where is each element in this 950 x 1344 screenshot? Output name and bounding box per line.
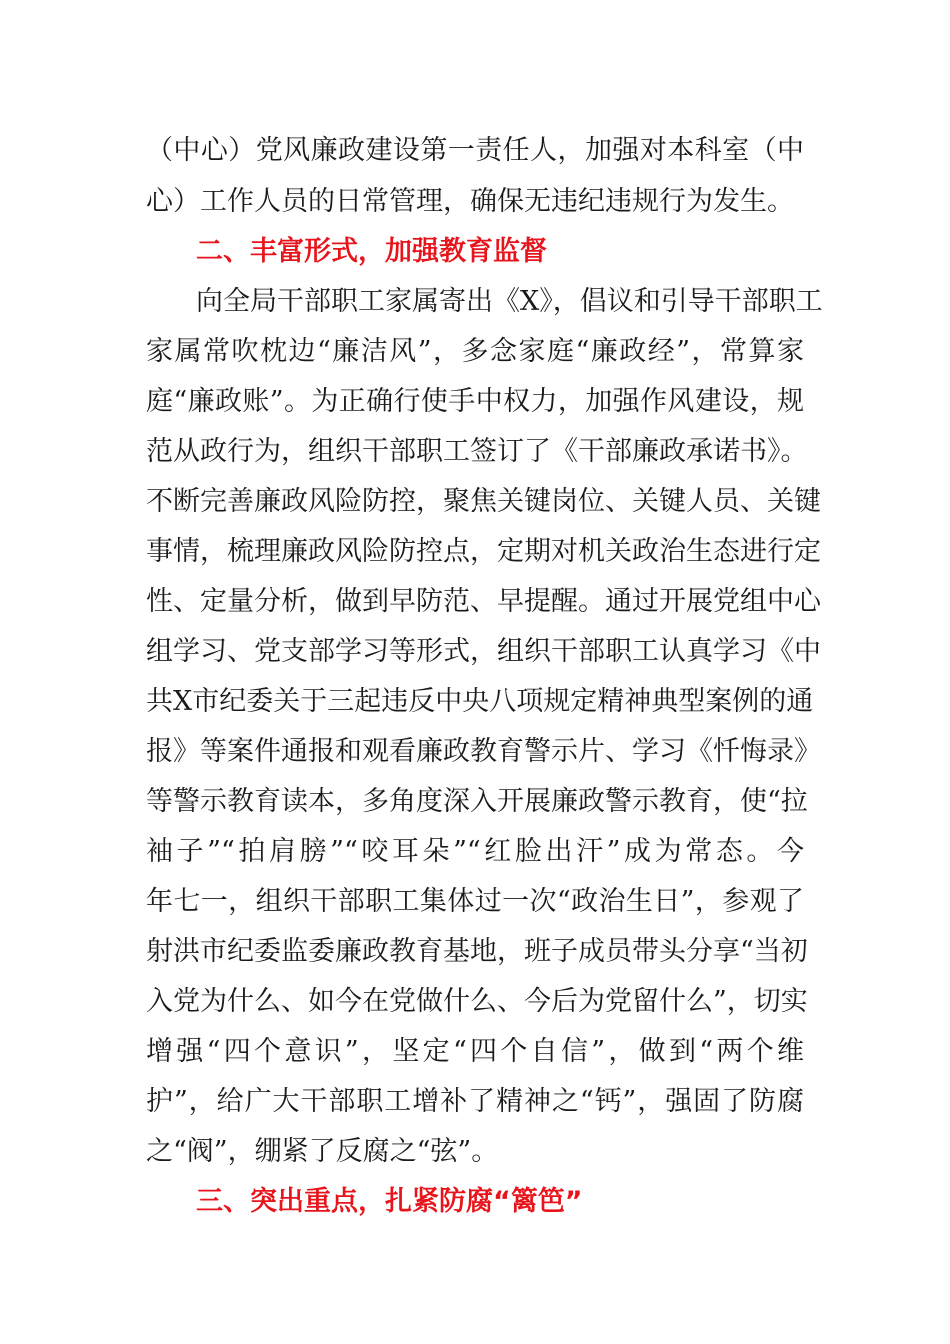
paragraph-line: 范从政行为，组织干部职工签订了《干部廉政承诺书》。 (146, 436, 808, 467)
intro-line-1: （中心）党风廉政建设第一责任人，加强对本科室（中 (146, 135, 804, 166)
paragraph-line: 射洪市纪委监委廉政教育基地，班子成员带头分享“当初 (146, 936, 808, 967)
intro-line-2: 心）工作人员的日常管理，确保无违纪违规行为发生。 (146, 186, 794, 217)
paragraph-line: 入党为什么、如今在党做什么、今后为党留什么”，切实 (146, 986, 808, 1017)
paragraph-line: 之“阀”，绷紧了反腐之“弦”。 (146, 1136, 499, 1167)
section-heading-2: 二、丰富形式，加强教育监督 (196, 236, 547, 267)
paragraph-line: 向全局干部职工家属寄出《X》，倡议和引导干部职工 (196, 286, 823, 317)
paragraph-line: 护”，给广大干部职工增补了精神之“钙”，强固了防腐 (146, 1086, 804, 1117)
paragraph-line: 年七一，组织干部职工集体过一次“政治生日”，参观了 (146, 886, 804, 917)
paragraph-line: 报》等案件通报和观看廉政教育警示片、学习《忏悔录》 (146, 736, 821, 767)
paragraph-line: 等警示教育读本，多角度深入开展廉政警示教育，使“拉 (146, 786, 808, 817)
paragraph-line: 性、定量分析，做到早防范、早提醒。通过开展党组中心 (146, 586, 821, 617)
paragraph-line: 袖子”“拍肩膀”“咬耳朵”“红脸出汗”成为常态。今 (146, 836, 804, 867)
paragraph-line: 不断完善廉政风险防控，聚焦关键岗位、关键人员、关键 (146, 486, 821, 517)
paragraph-line: 事情，梳理廉政风险防控点，定期对机关政治生态进行定 (146, 536, 821, 567)
section-heading-3: 三、突出重点，扎紧防腐“篱笆” (196, 1186, 583, 1217)
paragraph-line: 家属常吹枕边“廉洁风”，多念家庭“廉政经”，常算家 (146, 336, 804, 367)
paragraph-line: 组学习、党支部学习等形式，组织干部职工认真学习《中 (146, 636, 821, 667)
paragraph-line: 庭“廉政账”。为正确行使手中权力，加强作风建设，规 (146, 386, 804, 417)
paragraph-line: 增强“四个意识”，坚定“四个自信”，做到“两个维 (146, 1036, 804, 1067)
paragraph-line: 共X市纪委关于三起违反中央八项规定精神典型案例的通 (146, 686, 814, 717)
